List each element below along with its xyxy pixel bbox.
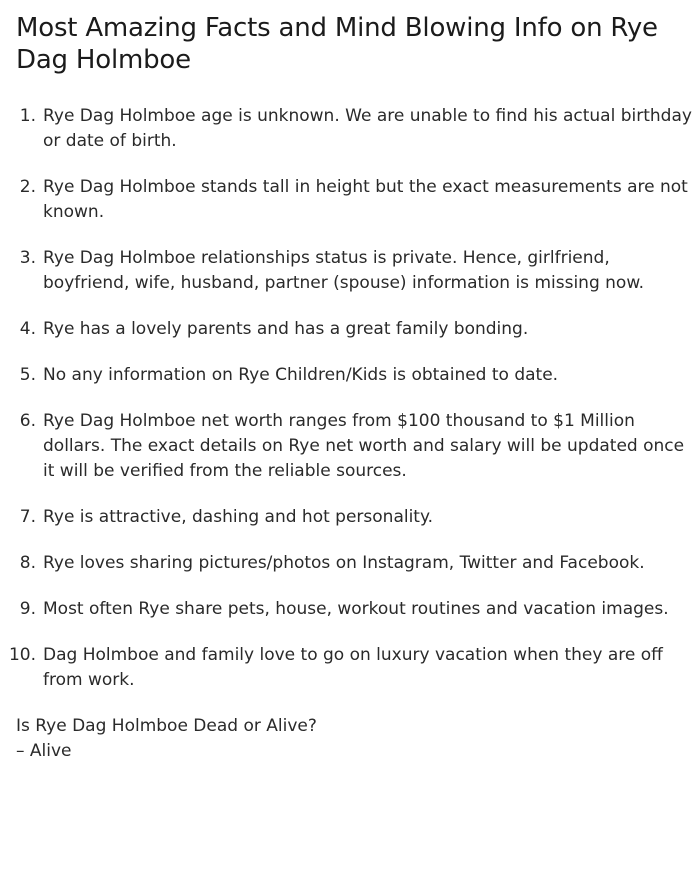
list-number: 2. bbox=[19, 177, 36, 197]
list-number: 3. bbox=[19, 248, 36, 268]
fact-text: Rye loves sharing pictures/photos on Instagram, Twitter and Facebook. bbox=[43, 553, 645, 573]
list-number: 6. bbox=[19, 411, 36, 431]
fact-text: Dag Holmboe and family love to go on luxury vacation when they are off from work. bbox=[43, 645, 663, 690]
fact-text: Rye Dag Holmboe relationships status is private. Hence, girlfriend, boyfriend, wife, husband, partner (spouse) information is missing now. bbox=[43, 248, 645, 293]
list-item bbox=[16, 363, 692, 388]
fact-text: Most often Rye share pets, house, workout routines and vacation images. bbox=[43, 599, 669, 619]
list-item bbox=[16, 597, 692, 622]
fact-text: Rye Dag Holmboe stands tall in height but the exact measurements are not known. bbox=[43, 177, 688, 222]
list-item bbox=[16, 104, 692, 154]
article bbox=[8, 12, 692, 764]
dead-or-alive-section bbox=[16, 714, 692, 764]
list-number: 1. bbox=[19, 106, 36, 126]
list-item bbox=[8, 643, 692, 693]
fact-text: Rye Dag Holmboe age is unknown. We are unable to find his actual birthday or date of birth. bbox=[43, 106, 692, 151]
fact-text: No any information on Rye Children/Kids is obtained to date. bbox=[43, 365, 559, 385]
fact-text: Rye is attractive, dashing and hot personality. bbox=[43, 507, 434, 527]
list-number: 10. bbox=[8, 645, 36, 665]
answer-text: – Alive bbox=[16, 741, 72, 761]
facts-list bbox=[8, 104, 692, 693]
list-item bbox=[16, 551, 692, 576]
list-item bbox=[16, 317, 692, 342]
page-title: Most Amazing Facts and Mind Blowing Info on Rye Dag Holmboe bbox=[16, 13, 658, 75]
fact-text: Rye has a lovely parents and has a great family bonding. bbox=[43, 319, 529, 339]
list-number: 5. bbox=[19, 365, 36, 385]
list-item bbox=[16, 409, 692, 484]
fact-text: Rye Dag Holmboe net worth ranges from $100 thousand to $1 Million dollars. The exact details on Rye net worth and salary will be updated once it will be verified from the reliable sources. bbox=[43, 411, 685, 481]
list-item bbox=[16, 505, 692, 530]
list-number: 4. bbox=[19, 319, 36, 339]
list-number: 8. bbox=[19, 553, 36, 573]
list-item bbox=[16, 175, 692, 225]
list-number: 7. bbox=[19, 507, 36, 527]
list-number: 9. bbox=[19, 599, 36, 619]
question-text: Is Rye Dag Holmboe Dead or Alive? bbox=[16, 716, 317, 736]
list-item bbox=[16, 246, 692, 296]
